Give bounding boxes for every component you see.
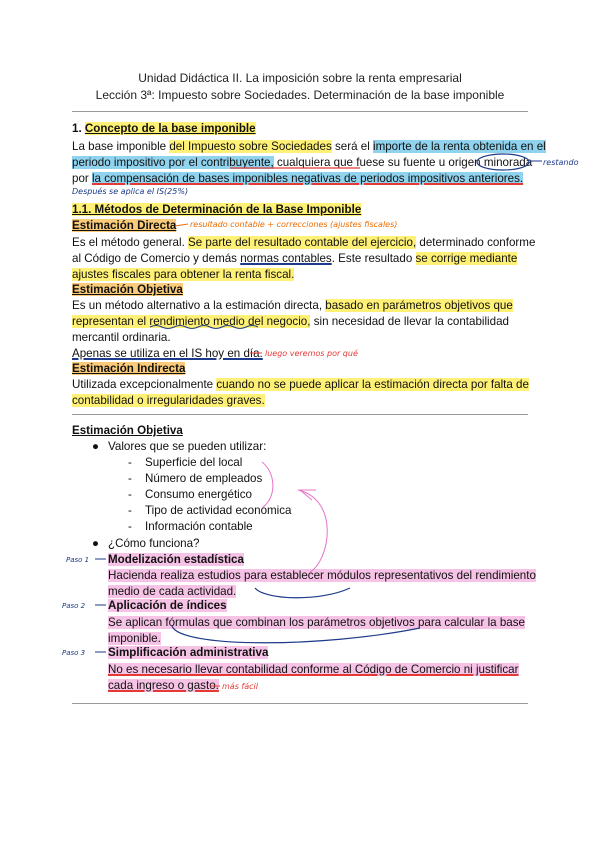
section-divider-2: [72, 703, 528, 704]
note-despues: Después se aplica el IS(25%): [72, 187, 189, 196]
subitem-1: Superficie del local: [145, 456, 243, 469]
step-1-title: Modelización estadística: [108, 553, 244, 566]
concept-line-3: por la compensación de bases imponibles negativas de periodos impositivos anteriores.: [72, 172, 524, 185]
bullet-dot: ●: [92, 537, 100, 550]
note-luego: luego veremos por qué: [265, 349, 358, 358]
step-3-line-2: cada ingreso o gasto.: [108, 679, 219, 692]
bullet-como: ¿Cómo funciona?: [108, 537, 200, 550]
blue-swoosh-1: [255, 588, 350, 598]
directa-line-2: al Código de Comercio y demás normas contables. Este resultado se corrige mediante: [72, 252, 518, 265]
pink-bracket: [262, 462, 273, 508]
arrow-directa: [175, 224, 188, 226]
step-1-line-2: medio de cada actividad.: [108, 585, 237, 598]
directa-heading: Estimación Directa: [72, 219, 177, 232]
pink-arrow-1: [298, 490, 327, 572]
step-3-label: Paso 3: [62, 649, 86, 657]
step-2-line-1: Se aplican fórmulas que combinan los parámetros objetivos para calcular la base: [108, 616, 525, 629]
directa-line-3: ajustes fiscales para obtener la renta fiscal.: [72, 268, 295, 281]
dash: -: [128, 520, 132, 533]
bullet-dot: ●: [92, 440, 100, 453]
step-3-line-1: No es necesario llevar contabilidad conforme al Código de Comercio ni justificar: [108, 663, 519, 676]
step-2-title: Aplicación de índices: [108, 599, 227, 612]
step-2-line-2: imponible.: [108, 632, 161, 645]
bullet-valores: Valores que se pueden utilizar:: [108, 440, 267, 453]
note-mas-facil: más fácil: [222, 682, 258, 691]
step-2-label: Paso 2: [62, 602, 86, 610]
subitem-2: Número de empleados: [145, 472, 263, 485]
section-divider-1: [72, 414, 528, 415]
subitem-5: Información contable: [145, 520, 253, 533]
document-header: [0, 70, 600, 104]
subitem-4: Tipo de actividad económica: [145, 504, 292, 517]
objetiva-line-2: representan el rendimiento medio del negocio, sin necesidad de llevar la contabilidad: [72, 315, 509, 328]
pink-arrowhead: [300, 490, 316, 500]
indirecta-line-2: contabilidad o irregularidades graves.: [72, 394, 265, 407]
step-1-line-1: Hacienda realiza estudios para establecer módulos representativos del rendimiento: [108, 569, 536, 582]
note-directa: resultado contable + correcciones (ajustes fiscales): [190, 220, 398, 229]
step-1-label: Paso 1: [66, 556, 90, 564]
concept-line-2: periodo impositivo por el contribuyente, cualquiera que fuese su fuente u origen minorada: [72, 156, 533, 169]
objetiva-line-4: Apenas se utiliza en el IS hoy en día.: [72, 347, 263, 360]
unit-title: Unidad Didáctica II. La imposición sobre la renta empresarial: [138, 71, 462, 85]
note-restando: restando: [543, 158, 579, 167]
step-3-title: Simplificación administrativa: [108, 646, 269, 659]
objetiva-line-3: mercantil ordinaria.: [72, 331, 171, 344]
dash: -: [128, 488, 132, 501]
indirecta-heading: Estimación Indirecta: [72, 362, 186, 375]
indirecta-line-1: Utilizada excepcionalmente cuando no se puede aplicar la estimación directa por falta de: [72, 378, 529, 391]
section-2-heading: Estimación Objetiva: [72, 424, 183, 437]
dash: -: [128, 456, 132, 469]
dash: -: [128, 472, 132, 485]
section-1-1-heading: 1.1. Métodos de Determinación de la Base Imponible: [72, 203, 362, 216]
dash: -: [128, 504, 132, 517]
objetiva-line-1: Es un método alternativo a la estimación directa, basado en parámetros objetivos que: [72, 299, 513, 312]
header-divider: [72, 111, 528, 112]
lesson-title: Lección 3ª: Impuesto sobre Sociedades. Determinación de la base imponible: [95, 88, 505, 102]
subitem-3: Consumo energético: [145, 488, 252, 501]
section-1-title: Concepto de la base imponible: [84, 122, 256, 135]
section-1-heading: 1. Concepto de la base imponible: [72, 122, 256, 135]
directa-line-1: Es el método general. Se parte del resultado contable del ejercicio, determinado conforme: [72, 236, 536, 249]
concept-line-1: La base imponible del Impuesto sobre Sociedades será el importe de la renta obtenida en el: [72, 140, 546, 153]
minorada-word: minorada: [483, 156, 533, 169]
objetiva-heading: Estimación Objetiva: [72, 283, 183, 296]
